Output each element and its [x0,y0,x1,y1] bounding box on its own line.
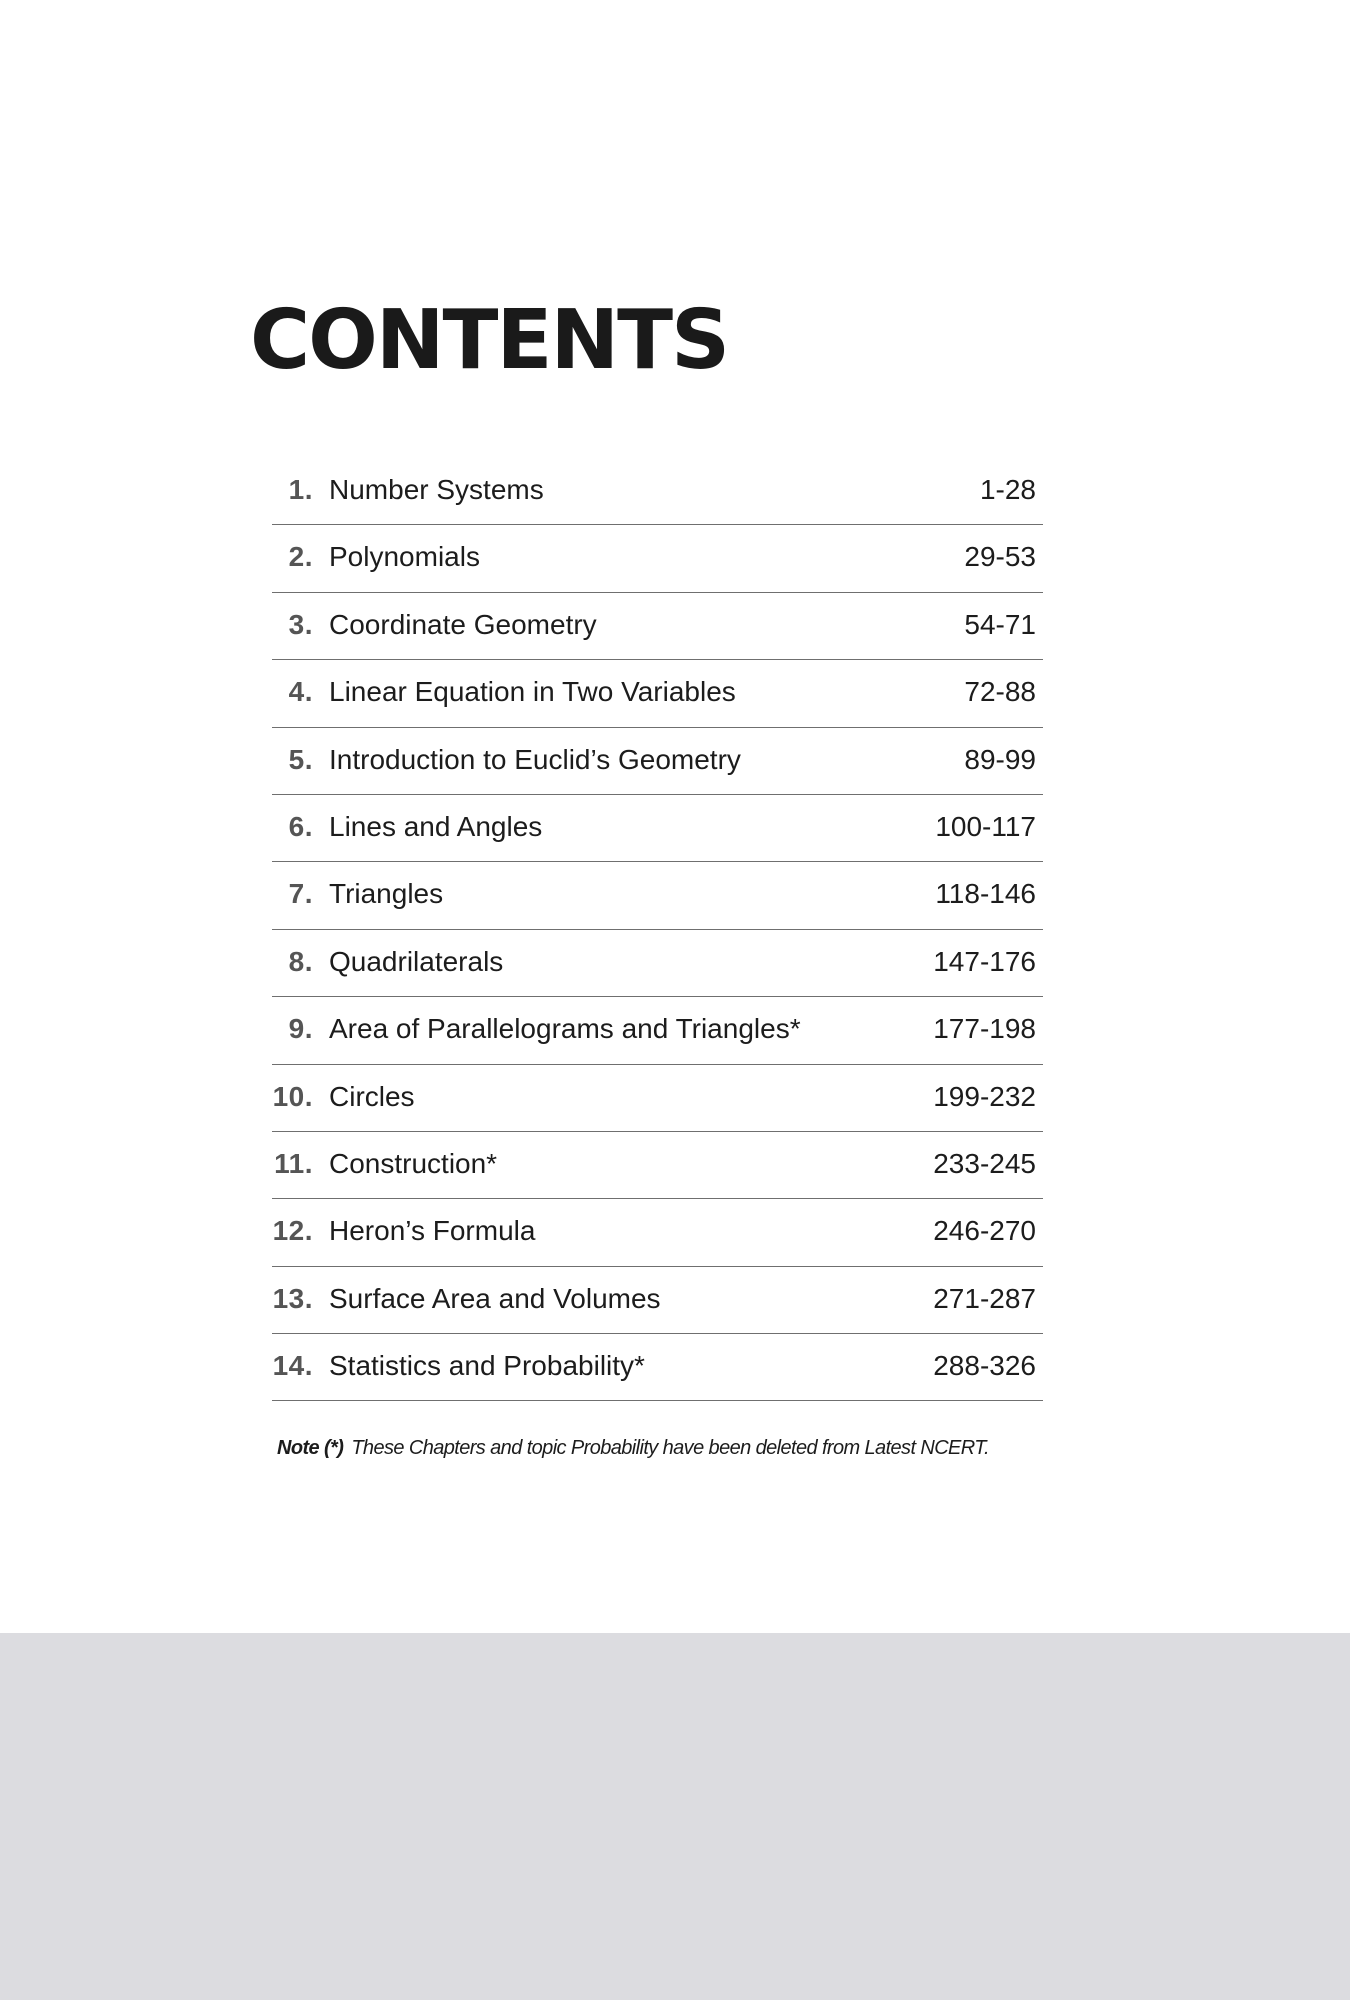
chapter-number: 11. [274,1147,313,1179]
chapter-title: Number Systems [329,474,544,505]
page-range: 147-176 [933,945,1036,977]
chapter-title: Coordinate Geometry [329,608,597,640]
toc-row[interactable] [272,1132,1043,1199]
chapter-title: Construction* [329,1147,498,1179]
footnote [277,1437,989,1460]
page-title: CONTENTS [250,293,729,388]
chapter-title: Circles [329,1080,415,1112]
chapter-title: Quadrilaterals [329,945,504,977]
page-range: 246-270 [933,1215,1036,1247]
chapter-number: 2. [288,541,313,573]
chapter-number: 7. [288,878,313,910]
toc-row[interactable] [272,1267,1043,1334]
page-range: 118-146 [935,878,1036,910]
chapter-number: 9. [288,1013,313,1045]
toc-row[interactable] [272,997,1043,1064]
toc-row[interactable] [272,458,1043,525]
page-range: 233-245 [933,1147,1036,1179]
footnote-text: These Chapters and topic Probability have been deleted from Latest NCERT. [351,1437,990,1459]
chapter-number: 4. [288,676,313,708]
chapter-title: Introduction to Euclid’s Geometry [329,743,741,775]
table-of-contents [272,458,1043,1401]
chapter-number: 13. [272,1282,313,1314]
chapter-title: Triangles [329,878,444,910]
toc-row[interactable] [272,930,1043,997]
page-range: 89-99 [964,743,1036,775]
toc-row[interactable] [272,862,1043,929]
page-range: 100-117 [935,810,1036,842]
page-range: 72-88 [964,676,1036,708]
chapter-title: Surface Area and Volumes [329,1282,661,1314]
chapter-title: Heron’s Formula [329,1215,536,1247]
page-range: 29-53 [964,541,1036,573]
chapter-number: 5. [288,743,313,775]
toc-row[interactable] [272,660,1043,727]
page-range: 1-28 [979,474,1036,505]
chapter-title: Area of Parallelograms and Triangles* [329,1013,801,1045]
chapter-title: Polynomials [329,541,480,573]
page-range: 177-198 [933,1013,1036,1045]
chapter-number: 14. [272,1350,313,1382]
footnote-label: Note (*) [277,1437,344,1459]
chapter-number: 10. [272,1080,313,1112]
page-range: 199-232 [933,1080,1036,1112]
chapter-title: Linear Equation in Two Variables [329,676,736,708]
toc-row[interactable] [272,1334,1043,1401]
toc-row[interactable] [272,728,1043,795]
toc-row[interactable] [272,1065,1043,1132]
chapter-title: Lines and Angles [329,810,543,842]
chapter-title: Statistics and Probability* [329,1350,645,1382]
page-range: 271-287 [933,1282,1036,1314]
page-range: 54-71 [964,608,1036,640]
toc-row[interactable] [272,525,1043,592]
chapter-number: 6. [288,810,313,842]
toc-row[interactable] [272,795,1043,862]
chapter-number: 8. [288,945,313,977]
page-range: 288-326 [933,1350,1036,1382]
chapter-number: 3. [288,608,313,640]
chapter-number: 1. [288,474,313,505]
toc-row[interactable] [272,593,1043,660]
footer-band [0,1633,1350,2000]
chapter-number: 12. [272,1215,313,1247]
toc-row[interactable] [272,1199,1043,1266]
